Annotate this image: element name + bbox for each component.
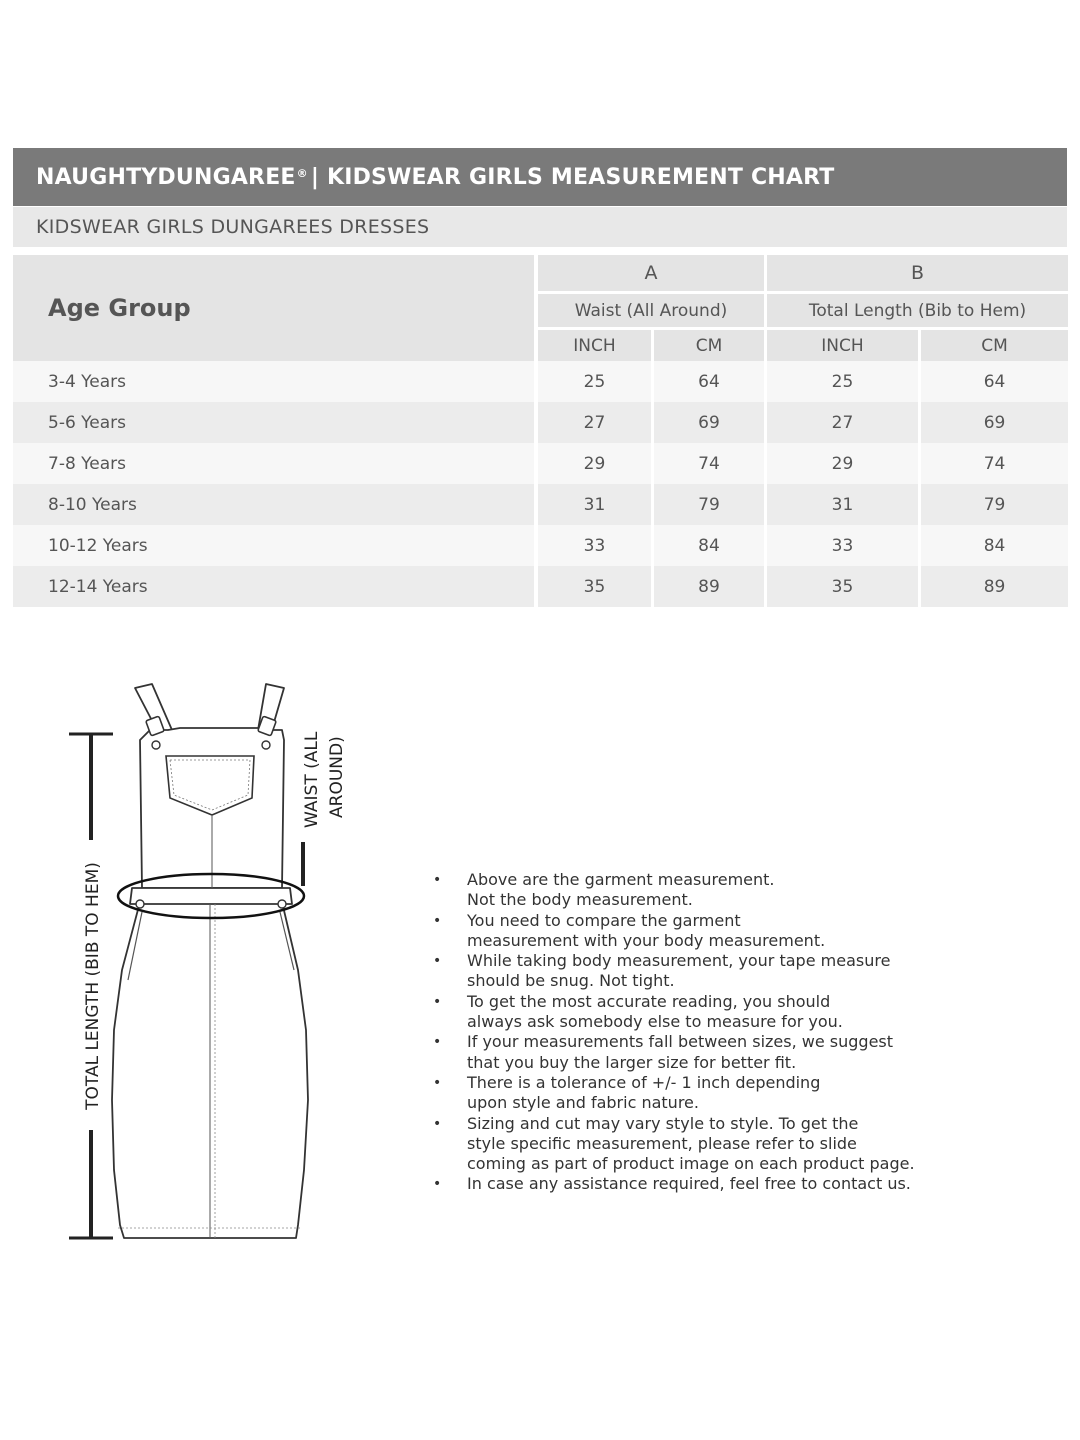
total-length-label: TOTAL LENGTH (BIB TO HEM) — [83, 862, 103, 1110]
dungaree-dress-diagram — [60, 670, 360, 1260]
table-row — [13, 566, 1068, 607]
table-row — [13, 361, 1068, 402]
length-cm-cell: 79 — [921, 484, 1068, 525]
bullet-icon: • — [433, 1074, 442, 1091]
table-row — [13, 402, 1068, 443]
waist-label: AROUND) — [327, 736, 347, 818]
waist-inch-cell: 33 — [538, 525, 654, 566]
length-cm-cell: 74 — [921, 443, 1068, 484]
length-inch-header: INCH — [767, 327, 921, 361]
age-cell: 3-4 Years — [13, 361, 538, 402]
waist-cm-cell: 79 — [654, 484, 767, 525]
waist-label: WAIST (ALL — [302, 731, 322, 828]
age-cell: 5-6 Years — [13, 402, 538, 443]
note-item: • Sizing and cut may vary style to style. To get the style specific measurement, please refer to slide coming as part of product image on each product page. — [433, 1113, 915, 1174]
button-circle — [262, 741, 270, 749]
age-cell: 7-8 Years — [13, 443, 538, 484]
waist-cm-cell: 89 — [654, 566, 767, 607]
length-cm-header: CM — [921, 327, 1068, 361]
waist-inch-cell: 25 — [538, 361, 654, 402]
length-header: Total Length (Bib to Hem) — [767, 291, 1068, 327]
length-cm-cell: 89 — [921, 566, 1068, 607]
note-item: • While taking body measurement, your tape measure should be snug. Not tight. — [433, 951, 891, 991]
length-inch-cell: 29 — [767, 443, 921, 484]
waist-cm-cell: 84 — [654, 525, 767, 566]
note-item: • In case any assistance required, feel free to contact us. — [433, 1174, 911, 1194]
table-row — [13, 525, 1068, 566]
age-cell: 12-14 Years — [13, 566, 538, 607]
brand-name: NAUGHTYDUNGAREE — [36, 164, 296, 190]
bullet-icon: • — [433, 953, 442, 970]
note-item: • If your measurements fall between sizes, we suggest that you buy the larger size for better fit. — [433, 1032, 894, 1072]
bullet-icon: • — [433, 872, 442, 888]
age-cell: 8-10 Years — [13, 484, 538, 525]
table-row — [13, 443, 1068, 484]
column-a-letter: A — [538, 255, 767, 291]
waist-cm-cell: 64 — [654, 361, 767, 402]
note-item: • Above are the garment measurement. Not the body measurement. — [433, 870, 775, 910]
waist-cm-cell: 74 — [654, 443, 767, 484]
length-cm-cell: 84 — [921, 525, 1068, 566]
button-circle — [152, 741, 160, 749]
chart-title — [13, 148, 1067, 206]
bullet-icon: • — [433, 912, 442, 929]
bullet-icon: • — [433, 1176, 442, 1193]
length-inch-cell: 31 — [767, 484, 921, 525]
bullet-icon: • — [433, 1034, 442, 1051]
note-item: • You need to compare the garment measurement with your body measurement. — [433, 910, 826, 950]
chart-title-text: | KIDSWEAR GIRLS MEASUREMENT CHART — [310, 164, 835, 190]
waist-cm-header: CM — [654, 327, 767, 361]
note-item: • There is a tolerance of +/- 1 inch depending upon style and fabric nature. — [433, 1072, 821, 1113]
bullet-icon: • — [433, 1115, 442, 1132]
waist-header: Waist (All Around) — [538, 291, 767, 327]
bullet-icon: • — [433, 993, 442, 1010]
waist-cm-cell: 69 — [654, 402, 767, 443]
waist-inch-cell: 31 — [538, 484, 654, 525]
length-inch-cell: 33 — [767, 525, 921, 566]
table-row — [13, 484, 1068, 525]
length-cm-cell: 69 — [921, 402, 1068, 443]
length-inch-cell: 35 — [767, 566, 921, 607]
measurement-table — [13, 255, 1068, 607]
length-inch-cell: 25 — [767, 361, 921, 402]
length-inch-cell: 27 — [767, 402, 921, 443]
registered-mark: ® — [296, 166, 308, 180]
column-b-letter: B — [767, 255, 1068, 291]
waist-inch-cell: 27 — [538, 402, 654, 443]
length-cm-cell: 64 — [921, 361, 1068, 402]
note-item: • To get the most accurate reading, you should always ask somebody else to measure for you. — [433, 991, 843, 1032]
age-cell: 10-12 Years — [13, 525, 538, 566]
waist-inch-cell: 29 — [538, 443, 654, 484]
chart-subtitle: KIDSWEAR GIRLS DUNGAREES DRESSES — [13, 207, 1067, 247]
measurement-notes — [430, 870, 950, 1195]
waist-inch-cell: 35 — [538, 566, 654, 607]
waist-inch-header: INCH — [538, 327, 654, 361]
age-group-header: Age Group — [13, 255, 538, 361]
